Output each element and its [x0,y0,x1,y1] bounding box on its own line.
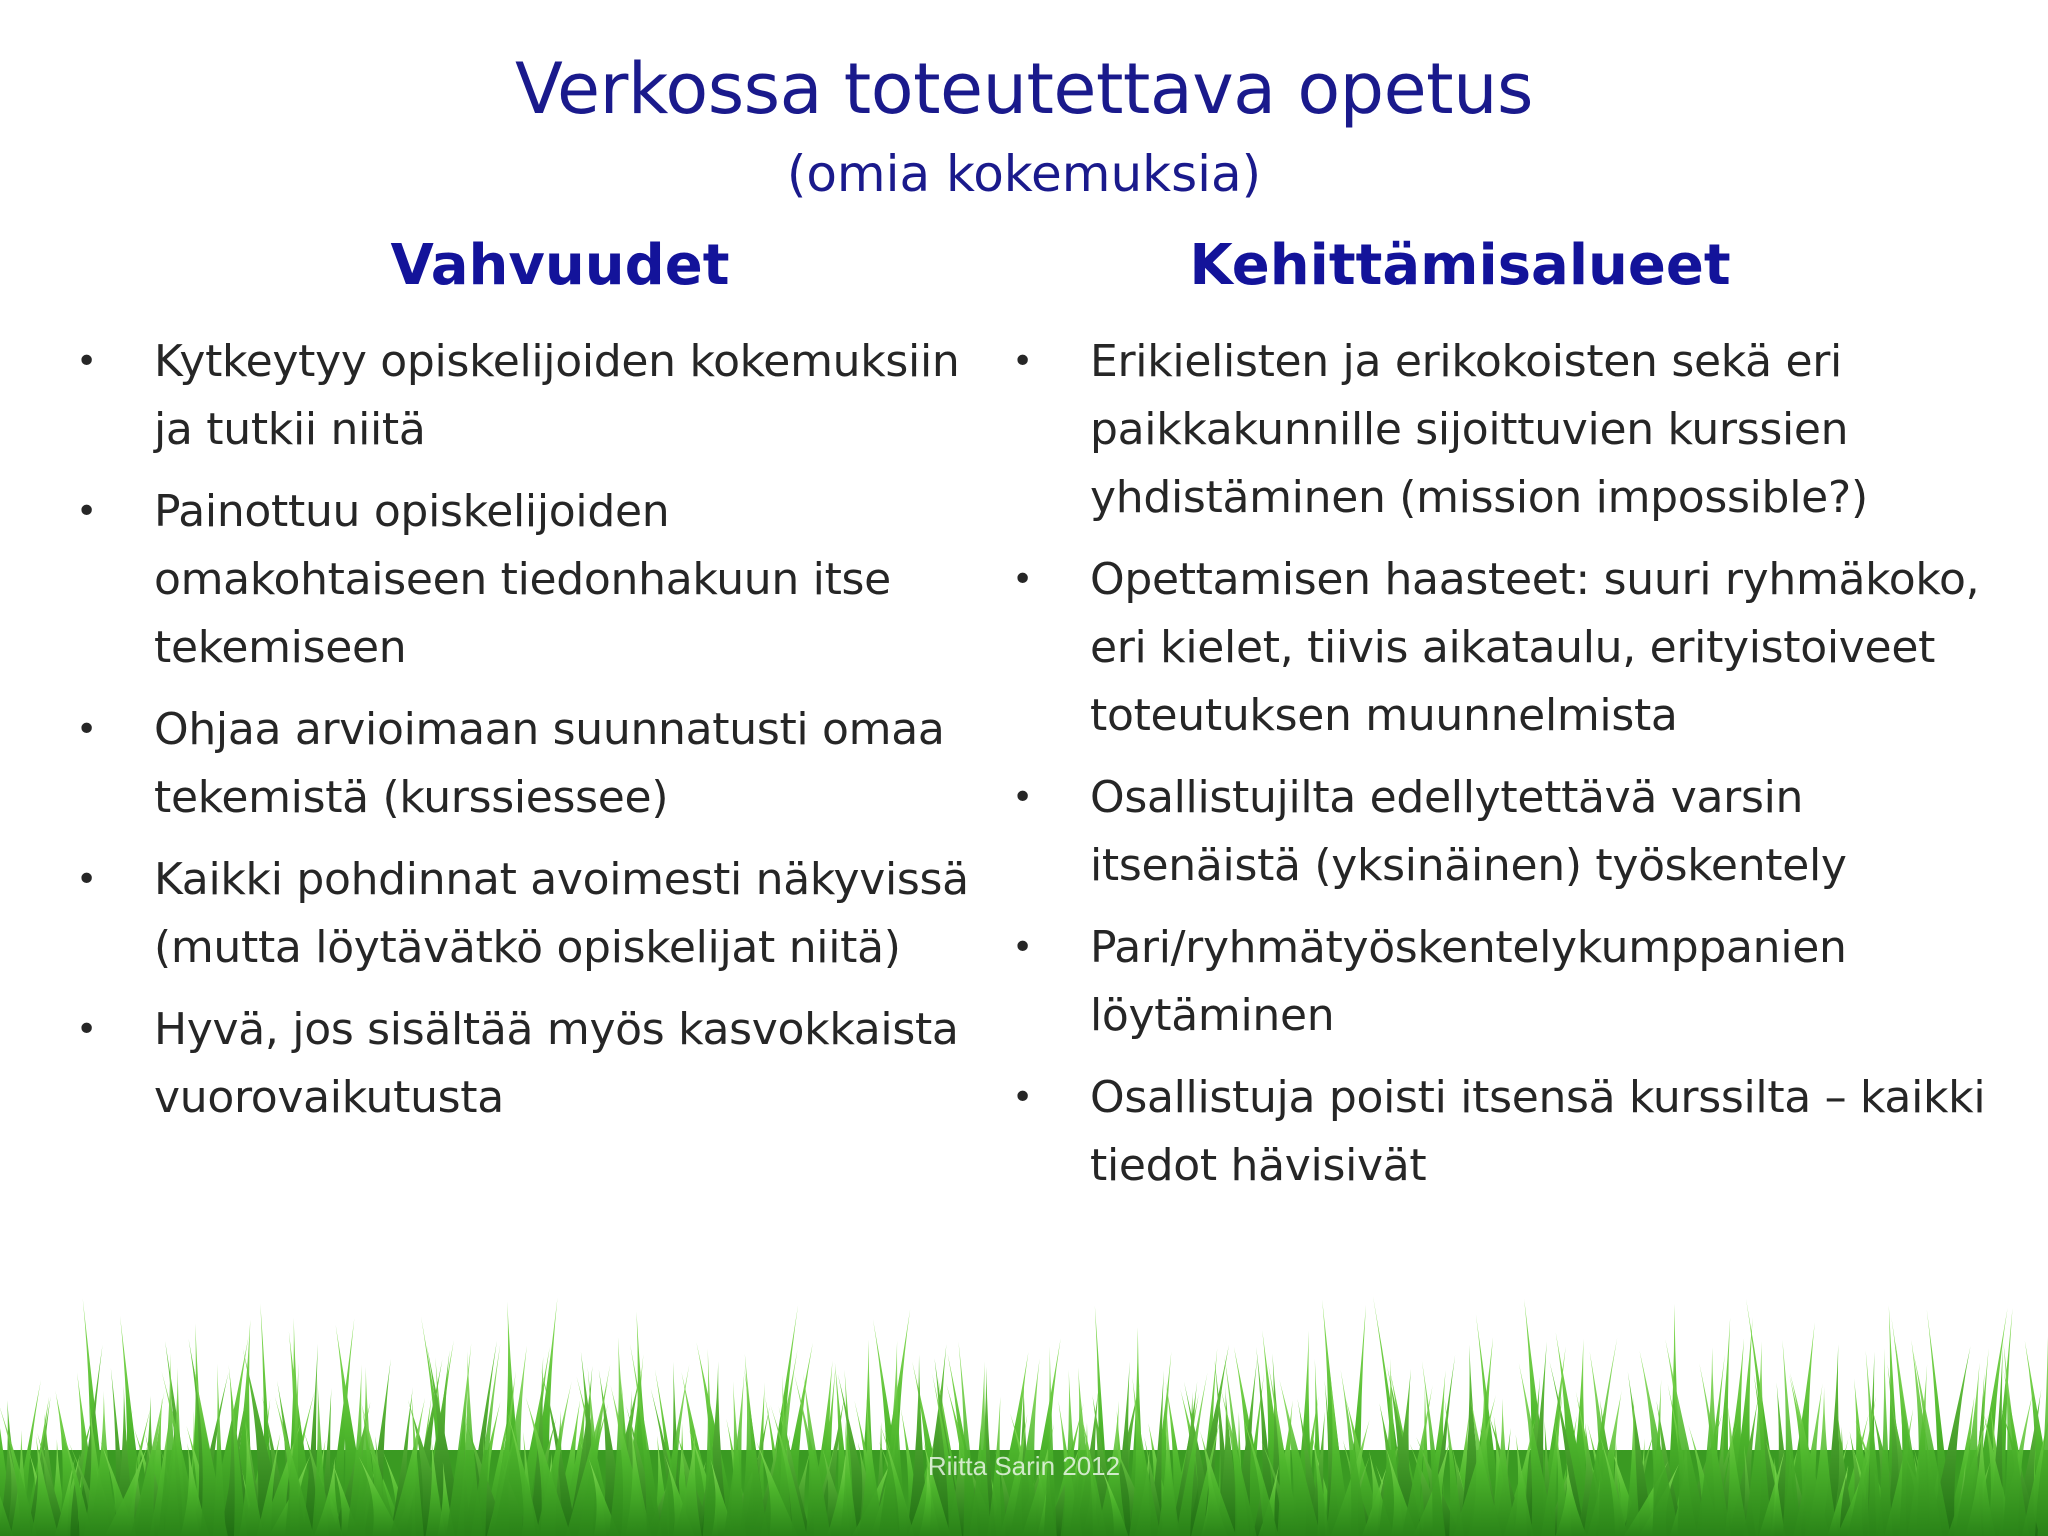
improvements-item-text: Osallistujilta edellytettävä varsin itsenäistä (yksinäinen) työskentely [1090,772,1847,891]
grass-decoration [0,1280,2048,1536]
strengths-item-text: Hyvä, jos sisältää myös kasvokkaista vuorovaikutusta [154,1004,959,1123]
bullet-icon: • [1012,777,1033,818]
bullet-icon: • [76,709,97,750]
strengths-item [76,996,986,1132]
bullet-icon: • [76,491,97,532]
strengths-item-text: Painottuu opiskelijoiden omakohtaiseen tiedonhakuun itse tekemiseen [154,486,891,673]
improvements-list [1012,328,2012,1214]
strengths-item [76,328,986,464]
strengths-list [76,328,986,1146]
improvements-item-text: Opettamisen haasteet: suuri ryhmäkoko, eri kielet, tiivis aikataulu, erityistoiveet toteutuksen muunnelmista [1090,554,1980,741]
improvements-item-text: Osallistuja poisti itsensä kurssilta – kaikki tiedot hävisivät [1090,1072,1986,1191]
bullet-icon: • [76,341,97,382]
strengths-item [76,846,986,982]
strengths-item [76,696,986,832]
improvements-item [1012,764,2012,900]
strengths-heading: Vahvuudet [390,233,730,298]
improvements-item-text: Pari/ryhmätyöskentelykumppanien löytäminen [1090,922,1847,1041]
improvements-item [1012,1064,2012,1200]
bullet-icon: • [1012,1077,1033,1118]
bullet-icon: • [76,859,97,900]
strengths-item [76,478,986,682]
improvements-heading: Kehittämisalueet [1189,233,1731,298]
slide-title: Verkossa toteutettava opetus [515,48,1533,130]
improvements-item [1012,914,2012,1050]
footer-credit: Riitta Sarin 2012 [927,1451,1121,1481]
improvements-item [1012,328,2012,532]
bullet-icon: • [1012,341,1033,382]
strengths-item-text: Kytkeytyy opiskelijoiden kokemuksiin ja tutkii niitä [154,336,960,455]
bullet-icon: • [76,1009,97,1050]
strengths-item-text: Ohjaa arvioimaan suunnatusti omaa tekemistä (kurssiessee) [154,704,945,823]
slide-subtitle: (omia kokemuksia) [786,145,1262,203]
strengths-item-text: Kaikki pohdinnat avoimesti näkyvissä (mutta löytävätkö opiskelijat niitä) [154,854,969,973]
improvements-item [1012,546,2012,750]
bullet-icon: • [1012,559,1033,600]
bullet-icon: • [1012,927,1033,968]
improvements-item-text: Erikielisten ja erikokoisten sekä eri paikkakunnille sijoittuvien kurssien yhdistäminen (mission impossible?) [1090,336,1868,523]
